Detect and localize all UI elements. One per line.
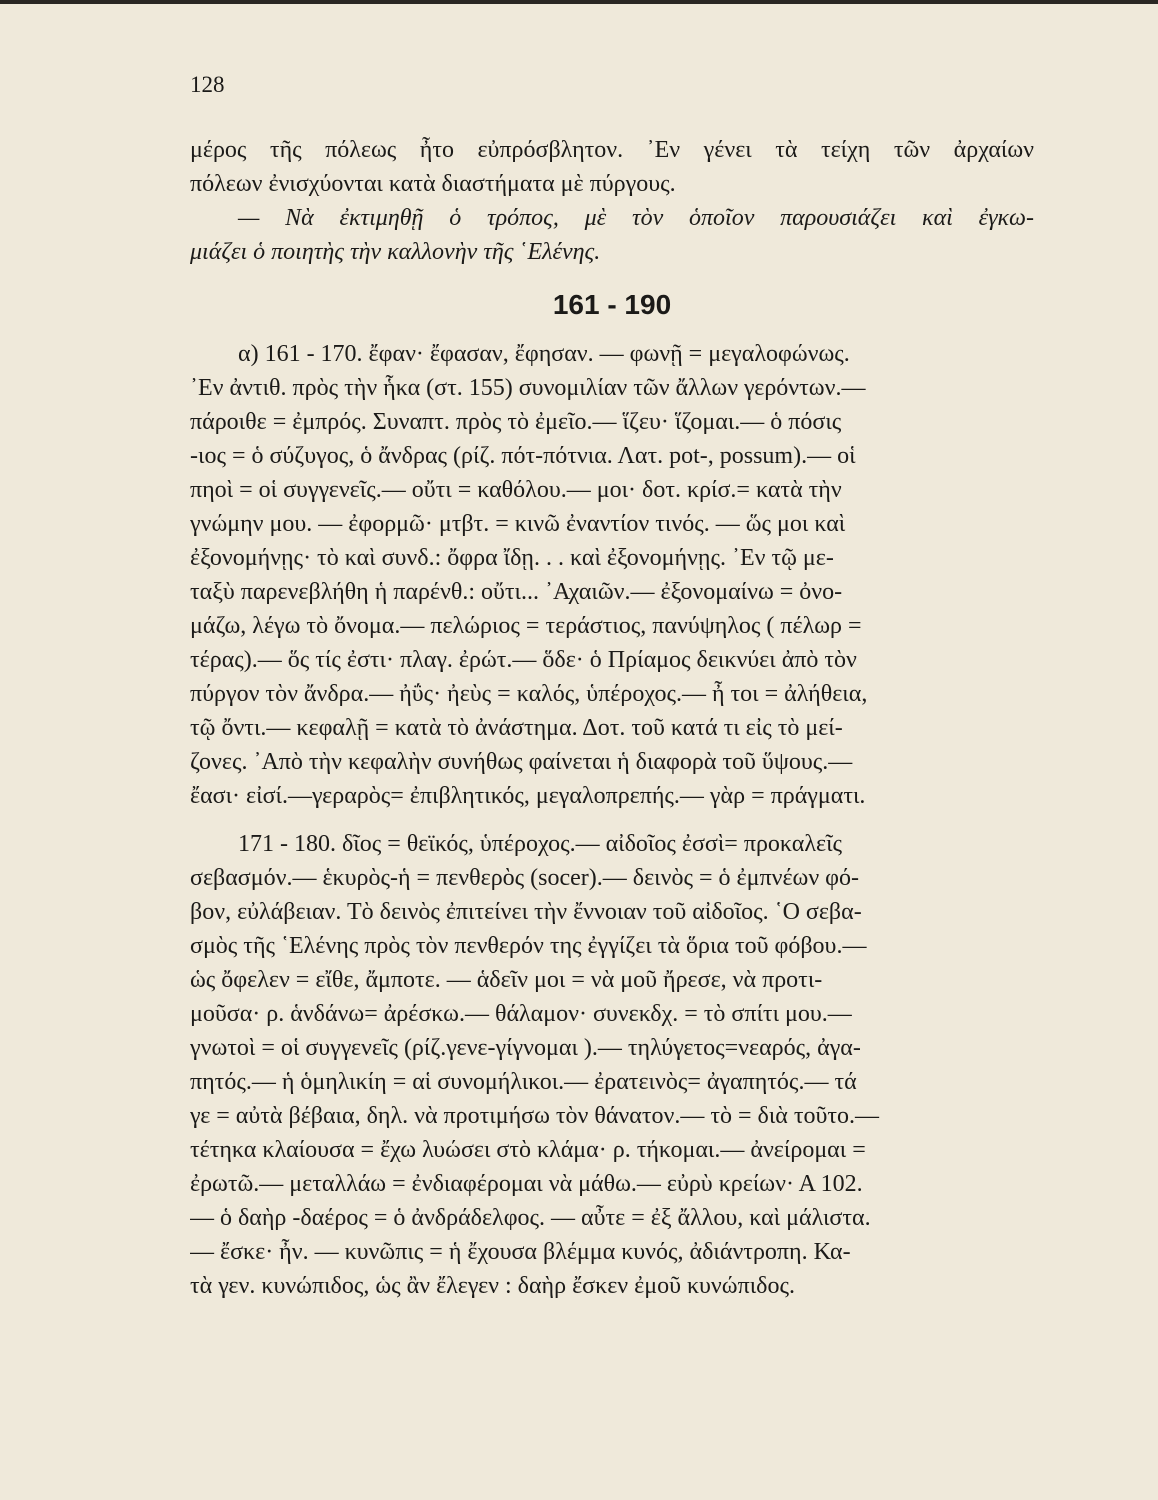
text-line: μοῦσα· ρ. ἁνδάνω= ἀρέσκω.— θάλαμον· συνεκδχ. = τὸ σπίτι μου.— (190, 1001, 852, 1027)
text-line: ταξὺ παρενεβλήθη ἡ παρένθ.: οὔτι... ᾿Αχαιῶν.— ἐξονομαίνω = ὀνο- (190, 579, 843, 605)
page-number: 128 (190, 72, 225, 97)
text-line: μάζω, λέγω τὸ ὄνομα.— πελώριος = τεράστιος, πανύψηλος ( πέλωρ = (190, 613, 862, 639)
commentary-text (190, 133, 1034, 1299)
text-line: σεβασμόν.— ἑκυρὸς-ἡ = πενθερὸς (socer).— δεινὸς = ὁ ἐμπνέων φό- (190, 865, 860, 891)
text-line: ἔασι· εἰσί.—γεραρὸς= ἐπιβλητικός, μεγαλοπρεπής.— γὰρ = πράγματι. (190, 783, 866, 809)
text-line: -ιος = ὁ σύζυγος, ὁ ἄνδρας (ρίζ. πότ-πότνια. Λατ. pot-, possum).— οἱ (190, 443, 856, 469)
text-line: τέτηκα κλαίουσα = ἔχω λυώσει στὸ κλάμα· ρ. τήκομαι.— ἀνείρομαι = (190, 1137, 866, 1163)
section-heading: 161 - 190 (552, 289, 672, 320)
text-line: ὡς ὄφελεν = εἴθε, ἄμποτε. — ἁδεῖν μοι = νὰ μοῦ ἤρεσε, νὰ προτι- (190, 967, 823, 993)
text-line: βον, εὐλάβειαν. Τὸ δεινὸς ἐπιτείνει τὴν ἔννοιαν τοῦ αἰδοῖος. ῾Ο σεβα- (190, 899, 862, 925)
text-line: ἐρωτῶ.— μεταλλάω = ἐνδιαφέρομαι νὰ μάθω.— εὐρὺ κρείων· Α 102. (190, 1171, 863, 1197)
text-line: ᾿Εν ἀντιθ. πρὸς τὴν ἧκα (στ. 155) συνομιλίαν τῶν ἄλλων γερόντων.— (190, 375, 866, 401)
text-line: τῷ ὄντι.— κεφαλῇ = κατὰ τὸ ἀνάστημα. Δοτ. τοῦ κατά τι εἰς τὸ μεί- (190, 715, 843, 741)
text-line: μέρος τῆς πόλεως ἦτο εὐπρόσβλητον. ᾿Εν γένει τὰ τείχη τῶν ἀρχαίων (190, 137, 1034, 163)
text-line: 171 - 180. δῖος = θεϊκός, ὑπέροχος.— αἰδοῖος ἐσσὶ= προκαλεῖς (238, 831, 843, 857)
text-line: — ὁ δαὴρ -δαέρος = ὁ ἀνδράδελφος. — αὖτε = ἐξ ἄλλου, καὶ μάλιστα. (190, 1205, 871, 1231)
text-line: — Νὰ ἐκτιμηθῇ ὁ τρόπος, μὲ τὸν ὁποῖον παρουσιάζει καὶ ἐγκω- (238, 205, 1034, 231)
text-line: πύργον τὸν ἄνδρα.— ἠΰς· ἠεὺς = καλός, ὑπέροχος.— ἦ τοι = ἀλήθεια, (190, 681, 868, 707)
text-line: τὰ γεν. κυνώπιδος, ὡς ἂν ἔλεγεν : δαὴρ ἔσκεν ἐμοῦ κυνώπιδος. (190, 1273, 795, 1299)
text-line: πάροιθε = ἐμπρός. Συναπτ. πρὸς τὸ ἐμεῖο.— ἵζευ· ἵζομαι.— ὁ πόσις (190, 409, 842, 435)
text-line: γνωτοὶ = οἱ συγγενεῖς (ρίζ.γενε-γίγνομαι ).— τηλύγετος=νεαρός, ἀγα- (190, 1035, 861, 1061)
text-line: α) 161 - 170. ἔφαν· ἔφασαν, ἔφησαν. — φωνῇ = μεγαλοφώνως. (238, 341, 850, 367)
text-line: τέρας).— ὅς τίς ἐστι· πλαγ. ἐρώτ.— ὅδε· ὁ Πρίαμος δεικνύει ἀπὸ τὸν (190, 647, 857, 673)
section-b (190, 827, 1034, 1303)
top-border (0, 0, 1158, 4)
text-line: — ἔσκε· ἦν. — κυνῶπις = ἡ ἔχουσα βλέμμα κυνός, ἀδιάντροπη. Κα- (190, 1239, 851, 1265)
text-line: μιάζει ὁ ποιητὴς τὴν καλλονὴν τῆς ῾Ελένης. (190, 239, 601, 265)
text-line: πόλεων ἐνισχύονται κατὰ διαστήματα μὲ πύργους. (190, 171, 676, 197)
text-line: γνώμην μου. — ἐφορμῶ· μτβτ. = κινῶ ἐναντίον τινός. — ὥς μοι καὶ (190, 511, 846, 537)
text-line: ζονες. ᾿Απὸ τὴν κεφαλὴν συνήθως φαίνεται ἡ διαφορὰ τοῦ ὕψους.— (190, 749, 853, 775)
section-a (190, 337, 1034, 813)
text-line: ἐξονομήνῃς· τὸ καὶ συνδ.: ὄφρα ἴδῃ. . . καὶ ἐξονομήνῃς. ᾿Εν τῷ με- (190, 545, 834, 571)
text-line: σμὸς τῆς ῾Ελένης πρὸς τὸν πενθερόν της ἐγγίζει τὰ ὅρια τοῦ φόβου.— (190, 933, 867, 959)
text-line: πηοὶ = οἱ συγγενεῖς.— οὔτι = καθόλου.— μοι· δοτ. κρίσ.= κατὰ τὴν (190, 477, 842, 503)
text-line: πητός.— ἡ ὁμηλικίη = αἱ συνομήλικοι.— ἐρατεινὸς= ἀγαπητός.— τά (190, 1069, 857, 1095)
text-line: γε = αὐτὰ βέβαια, δηλ. νὰ προτιμήσω τὸν θάνατον.— τὸ = διὰ τοῦτο.— (190, 1103, 880, 1129)
